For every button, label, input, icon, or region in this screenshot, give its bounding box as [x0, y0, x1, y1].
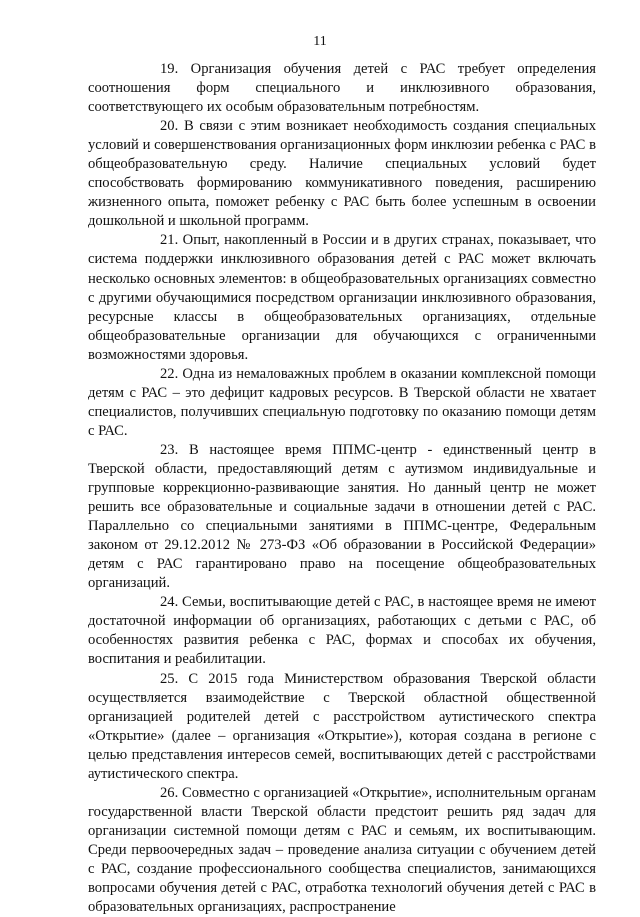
- paragraph-24: [88, 593, 596, 669]
- page-number: 11: [313, 34, 327, 49]
- paragraph-23: [88, 441, 596, 593]
- paragraph-text: Совместно с организацией «Открытие», исполнительным органам государственной власти Тверской области предстоит решить ряд задач для организации системной помощи детям с РАС и семьям, их воспитывающим. Среди первоочередных задач – проведение анализа ситуации с обучением детей с РАС, создание профессионального сообщества специалистов, занимающихся вопросами обучения детей с РАС, отработка технологий обучения детей с РАС в образовательных организациях, распространение: [88, 784, 596, 916]
- paragraph-text: Опыт, накопленный в России и в других странах, показывает, что система поддержки инклюзивного образования детей с РАС может включать несколько основных элементов: в общеобразовательных организациях совместно с другими обучающимися посредством организации инклюзивного образования, ресурсные классы в общеобразовательных организациях, отдельные общеобразовательные организации для обучающихся с ограниченными возможностями здоровья.: [88, 232, 596, 363]
- paragraph-text: В настоящее время ППМС-центр - единственный центр в Тверской области, предоставляющий детям с аутизмом индивидуальные и групповые коррекционно-развивающие занятия. Но данный центр не может решить все образовательные и социальные задачи в отношении детей с РАС. Параллельно со специальными занятиями в ППМС-центре, Федеральным законом от 29.12.2012 № 273-ФЗ «Об образовании в Российской Федерации» детям с РАС гарантировано право на посещение общеобразовательных организаций.: [88, 441, 597, 592]
- paragraph-19: [88, 60, 596, 117]
- paragraph-25: [88, 670, 596, 784]
- paragraph-20: [88, 117, 596, 231]
- paragraph-number: 24.: [160, 594, 179, 611]
- paragraph-text: С 2015 года Министерством образования Тверской области осуществляется взаимодействие с Тверской областной общественной организацией родителей детей с расстройством аутистического спектра «Открытие» (далее – организация «Открытие»), которая создана в регионе с целью представления интересов семей, воспитывающих детей с расстройствами аутистического спектра.: [88, 670, 596, 782]
- paragraph-22: [88, 365, 596, 441]
- paragraph-text: В связи с этим возникает необходимость создания специальных условий и совершенствования организационных форм инклюзии ребенка с РАС в общеобразовательную среду. Наличие специальных условий будет способствовать формированию коммуникативного поведения, расширению жизненного опыта, поможет ребенку с РАС быть более успешным в освоении дошкольной и школьной программ.: [88, 118, 597, 230]
- paragraph-text: Организация обучения детей с РАС требует определения соотношения форм специального и инклюзивного образования, соответствующего их особым образовательным потребностям.: [88, 61, 596, 116]
- paragraph-text: Одна из немаловажных проблем в оказании комплексной помощи детям с РАС – это дефицит кадровых ресурсов. В Тверской области не хватает специалистов, получивших специальную подготовку по оказанию помощи детям с РАС.: [88, 365, 596, 439]
- paragraph-number: 21.: [160, 232, 179, 249]
- paragraph-text: Семьи, воспитывающие детей с РАС, в настоящее время не имеют достаточной информации об организациях, работающих с детьми с РАС, об особенностях развития ребенка с РАС, формах и способах их обучения, воспитания и реабилитации.: [88, 594, 596, 668]
- document-body: [88, 60, 596, 917]
- paragraph-21: [88, 231, 596, 364]
- paragraph-26: [88, 784, 596, 917]
- paragraph-number: 23.: [160, 441, 179, 458]
- paragraph-number: 25.: [160, 670, 179, 687]
- paragraph-number: 26.: [160, 784, 179, 801]
- paragraph-number: 22.: [160, 365, 179, 382]
- paragraph-number: 20.: [160, 118, 179, 135]
- paragraph-number: 19.: [160, 61, 179, 77]
